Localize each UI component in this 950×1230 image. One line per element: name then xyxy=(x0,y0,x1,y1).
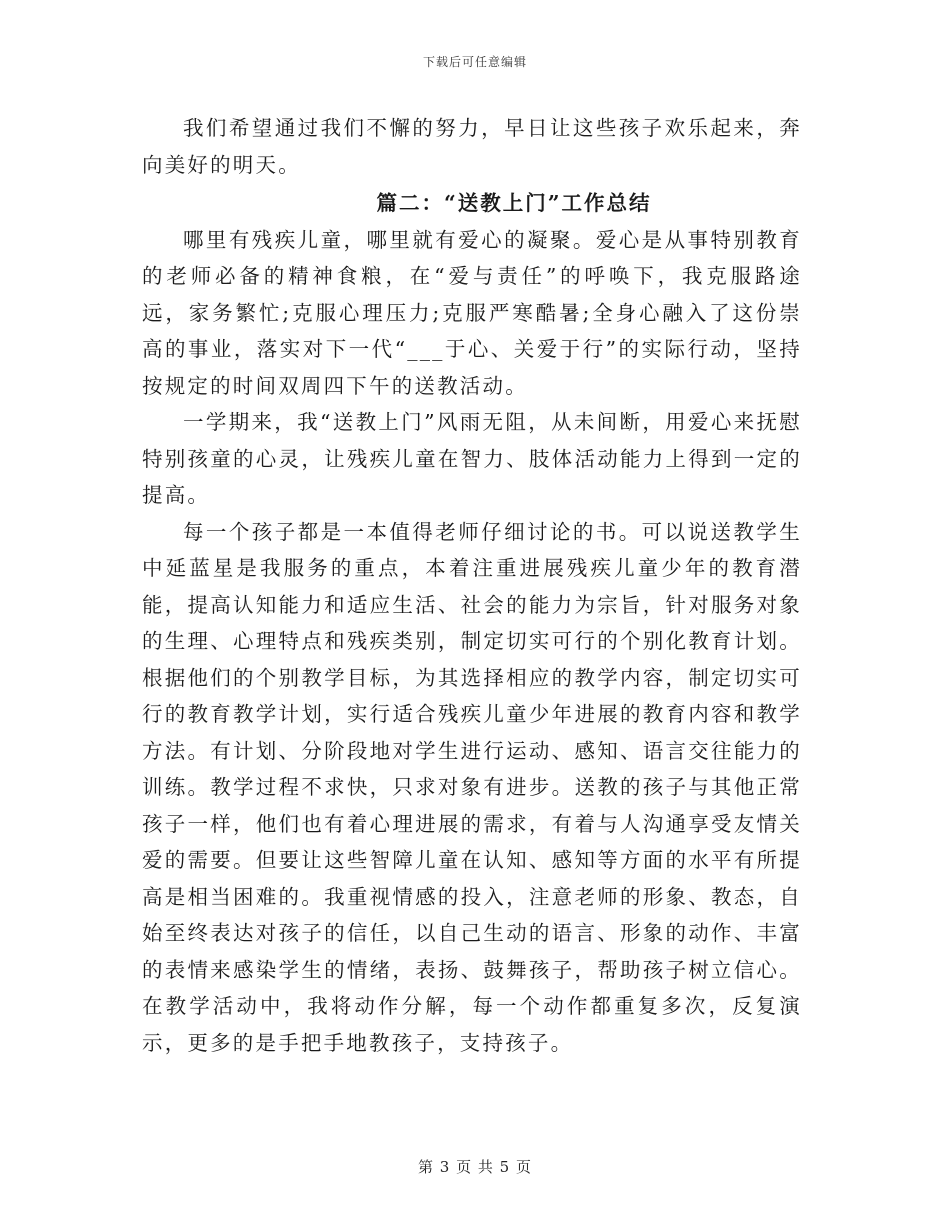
body-paragraph-3: 每一个孩子都是一本值得老师仔细讨论的书。可以说送教学生中延蓝星是我服务的重点，本着注重进展残疾儿童少年的教育潜能，提高认知能力和适应生活、社会的能力为宗旨，针对服务对象的生理、心理特点和残疾类别，制定切实可行的个别化教育计划。根据他们的个别教学目标，为其选择相应的教学内容，制定切实可行的教育教学计划，实行适合残疾儿童少年进展的教育内容和教学方法。有计划、分阶段地对学生进行运动、感知、语言交往能力的训练。教学过程不求快，只求对象有进步。送教的孩子与其他正常孩子一样，他们也有着心理进展的需求，有着与人沟通享受友情关爱的需要。但要让这些智障儿童在认知、感知等方面的水平有所提高是相当困难的。我重视情感的投入，注意老师的形象、教态，自始至终表达对孩子的信任，以自己生动的语言、形象的动作、丰富的表情来感染学生的情绪，表扬、鼓舞孩子，帮助孩子树立信心。在教学活动中，我将动作分解，每一个动作都重复多次，反复演示，更多的是手把手地教孩子，支持孩子。 xyxy=(142,519,802,1055)
section-title: 篇二：“送教上门”工作总结 xyxy=(376,191,652,215)
page-header-note: 下载后可任意编辑 xyxy=(422,55,527,69)
page-number-footer: 第 3 页 共 5 页 xyxy=(418,1158,532,1176)
intro-paragraph: 我们希望通过我们不懈的努力，早日让这些孩子欢乐起来，奔向美好的明天。 xyxy=(142,116,802,177)
document-body xyxy=(142,110,802,1061)
body-paragraph-2: 一学期来，我“送教上门”风雨无阻，从未间断，用爱心来抚慰特别孩童的心灵，让残疾儿童在智力、肢体活动能力上得到一定的提高。 xyxy=(142,410,802,507)
body-paragraph-1: 哪里有残疾儿童，哪里就有爱心的凝聚。爱心是从事特别教育的老师必备的精神食粮，在“爱与责任”的呼唤下，我克服路途远，家务繁忙;克服心理压力;克服严寒酷暑;全身心融入了这份崇高的事业，落实对下一代“___于心、关爱于行”的实际行动，坚持按规定的时间双周四下午的送教活动。 xyxy=(142,227,802,398)
